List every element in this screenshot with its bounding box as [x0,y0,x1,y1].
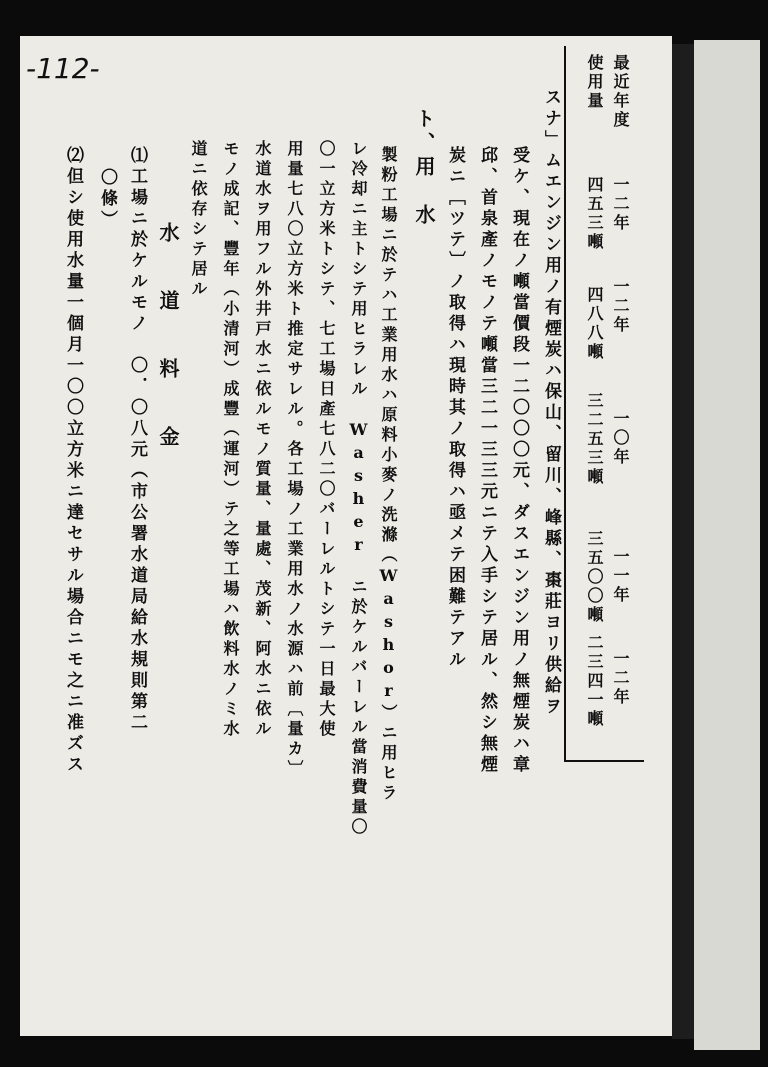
table-year-5: 一二年 [611,650,630,707]
water-text-line-7: 道ニ依存シテ居ル [189,140,208,300]
water-fee-heading: 水 道 料 金 [156,222,180,460]
fee-item-2: ⑵但シ使用水量一個月一〇〇立方米ニ達セサル場合ニモ之ニ准ズス [63,146,83,776]
table-header-years: 最近年度 [611,54,630,130]
fee-item-1-cont: 〇條） [97,168,117,231]
water-text-line-3: 〇一立方米トシテ、七工場日產七八二〇バーレルトシテ一日最大使 [317,140,336,740]
water-text-line-6: モノ成記、豐年（小清河）成豐（運河）テ之等工場ハ飲料水ノミ水 [221,140,240,740]
coal-text-line-3: 邱、首泉產ノモノテ噸當三二一三三元ニテ入手シテ居ル、然シ無煙 [477,146,497,776]
coal-text-line-2: 受ケ、現在ノ噸當價段一二〇〇〇元、ダスエンジン用ノ無煙炭ハ章 [509,146,529,776]
fee-item-1: ⑴工場ニ於ケルモノ 〇．〇八元（市公署水道局給水規則第二 [127,146,147,734]
table-value-3: 三二五三噸 [585,392,604,487]
page-number: -112- [26,52,100,85]
table-year-4: 一一年 [611,548,630,605]
section-heading-water: ト、用 水 [412,108,436,228]
water-text-line-5: 水道水ヲ用フル外井戸水ニ依ルモノ質量、量處、茂新、阿水ニ依ル [253,140,272,740]
table-year-1: 一二年 [611,176,630,233]
water-text-line-4: 用量七八〇立方米ト推定サレル。各工場ノ工業用水ノ水源ハ前〔量カ〕 [285,140,304,780]
facing-page-edge [694,40,760,1050]
table-value-5: 二三四一噸 [585,634,604,729]
table-year-2: 一二年 [611,278,630,335]
water-text-line-2: レ冷却ニ主トシテ用ヒラレル Washer ニ於ケルバーレル當消費量〇 [349,140,368,838]
table-value-1: 四五三噸 [585,176,604,252]
table-value-2: 四八八噸 [585,286,604,362]
coal-text-line-1: スナ」ムエンジン用ノ有煙炭ハ保山、留川、峰縣、棗莊ヨリ供給ヲ [541,88,561,718]
book-spine [672,44,694,1039]
table-year-3: 一〇年 [611,410,630,467]
coal-text-line-4: 炭ニ［ツテ〕ノ取得ハ現時其ノ取得ハ亟メテ困難テアル [445,146,465,671]
water-text-line-1: 製粉工場ニ於テハ工業用水ハ原料小麥ノ洗滌（Washor）ニ用ヒラ [379,146,398,804]
table-header-usage: 使用量 [585,54,604,111]
usage-table-box [564,46,644,762]
table-value-4: 三五〇〇噸 [585,530,604,625]
